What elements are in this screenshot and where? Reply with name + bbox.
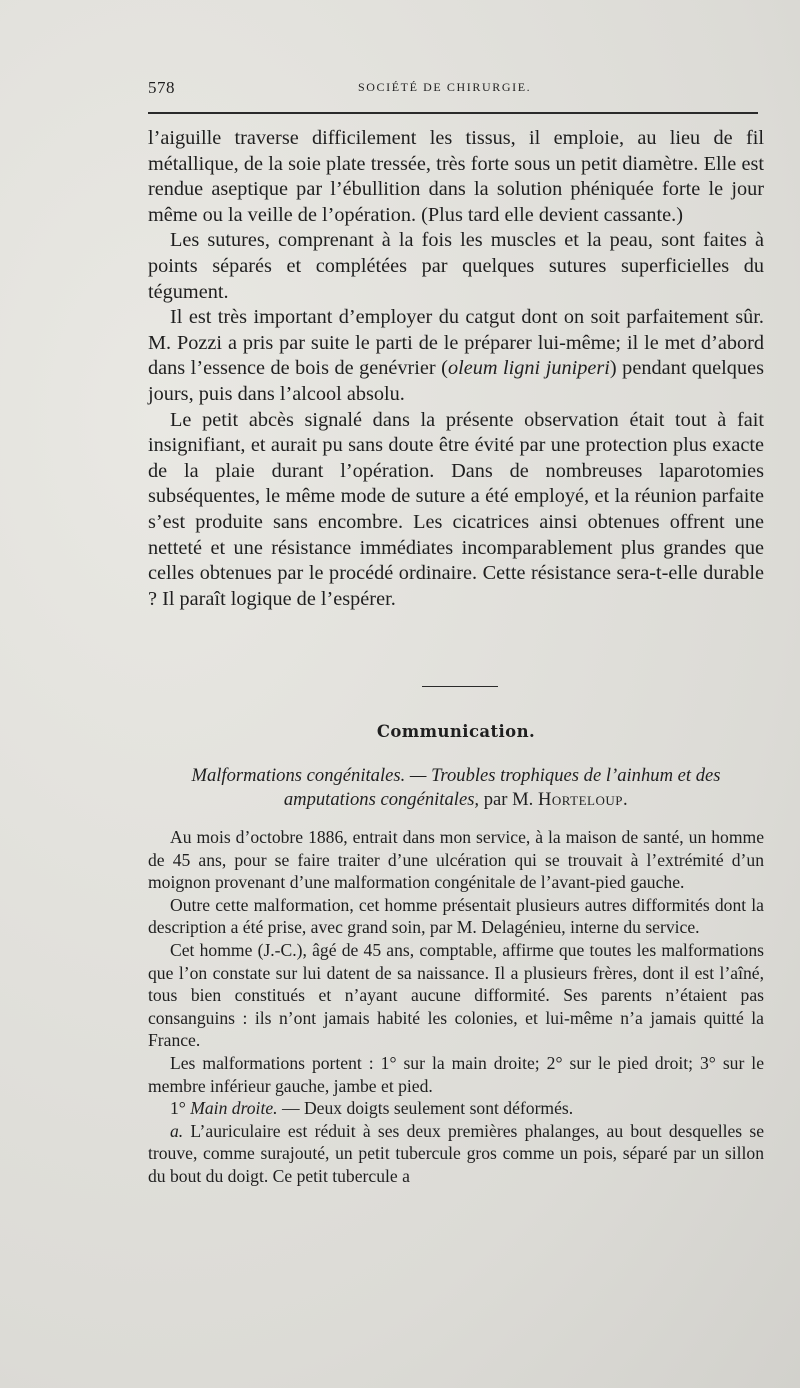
paragraph: Au mois d’octobre 1886, entrait dans mon service, à la maison de santé, un homme de 45 ans, pour se faire traiter d’une ulcération qui se trouvait à l’extrémité d’un moignon provenant d’une malformation congénitale de l’avant-pied gauche. bbox=[148, 827, 764, 893]
list-number: 1° bbox=[170, 1098, 191, 1119]
paragraph-text: Il est très important d’employer du catgut dont on soit parfaitement sûr. M. Pozzi a pris par suite le parti de le préparer lui-même; il le met d’abord dans l’essence de bois de genévrier ( bbox=[148, 306, 764, 380]
paragraph-text: ) pendant quelques jours, puis dans l’alcool absolu. bbox=[148, 357, 764, 405]
page-number: 578 bbox=[148, 78, 175, 97]
communication-subject: Malformations congénitales. — Troubles trophiques de l’ainhum et des amputations congénitales, bbox=[191, 765, 721, 810]
paragraph: Les malformations portent : 1° sur la main droite; 2° sur le pied droit; 3° sur le membre inférieur gauche, jambe et pied. bbox=[148, 1052, 764, 1096]
paragraph: l’aiguille traverse difficilement les tissus, il emploie, au lieu de fil métallique, de la soie plate tressée, très forte sous un petit diamètre. Elle est rendue aseptique par l’ébullition dans la solution phéniquée forte le jour même ou la veille de l’opération. (Plus tard elle devient cassante.) bbox=[148, 127, 764, 226]
header-rule bbox=[148, 112, 758, 114]
running-title: SOCIÉTÉ DE CHIRURGIE. bbox=[358, 80, 532, 94]
communication-author: Horteloup. bbox=[537, 788, 629, 810]
list-letter: a. bbox=[170, 1120, 184, 1141]
subsection-heading: Main droite. bbox=[190, 1098, 278, 1119]
paragraph-text: L’auriculaire est réduit à ses deux premières phalanges, au bout desquelles se trouve, comme surajouté, un petit tubercule gros comme un pois, séparé par un sillon du bout du doigt. Ce petit tubercule a bbox=[148, 1120, 764, 1186]
paragraph: Cet homme (J.-C.), âgé de 45 ans, comptable, affirme que toutes les malformations que l’on constate sur lui datent de sa naissance. Il a plusieurs frères, dont il est l’aîné, tous bien constitués et n’ayant aucune difformité. Ses parents n’étaient pas consanguins : ils n’ont jamais habité les colonies, et lui-même n’a jamais quitté la France. bbox=[148, 939, 764, 1051]
communication-title bbox=[148, 764, 764, 811]
paragraph: Le petit abcès signalé dans la présente observation était tout à fait insignifiant, et aurait pu sans doute être évité par une protection plus exacte de la plaie durant l’opération. Dans de nombreuses laparotomies subséquentes, le même mode de suture a été employé, et la réunion parfaite s’est produite sans encombre. Les cicatrices ainsi obtenues offrent une netteté et une résistance immédiates incomparablement plus grandes que celles obtenues par le procédé ordinaire. Cette résistance sera-t-elle durable ? Il paraît logique de l’espérer. bbox=[148, 408, 764, 610]
communication-by: par M. bbox=[479, 788, 538, 810]
paragraph: Les sutures, comprenant à la fois les muscles et la peau, sont faites à points séparés et complétées par quelques sutures superficielles du tégument. bbox=[148, 229, 764, 303]
continued-text bbox=[148, 126, 764, 612]
section-separator bbox=[422, 686, 498, 687]
section-title: Communication. bbox=[376, 722, 536, 741]
paragraph-text: — Deux doigts seulement sont déformés. bbox=[277, 1098, 574, 1119]
paragraph bbox=[148, 1097, 764, 1120]
latin-term: oleum ligni juniperi bbox=[447, 357, 610, 380]
page-header bbox=[148, 74, 758, 100]
paragraph bbox=[148, 1120, 764, 1188]
observation-text bbox=[148, 826, 764, 1188]
paragraph bbox=[148, 305, 764, 407]
paragraph: Outre cette malformation, cet homme présentait plusieurs autres difformités dont la description a été prise, avec grand soin, par M. Delagénieu, interne du service. bbox=[148, 894, 764, 938]
